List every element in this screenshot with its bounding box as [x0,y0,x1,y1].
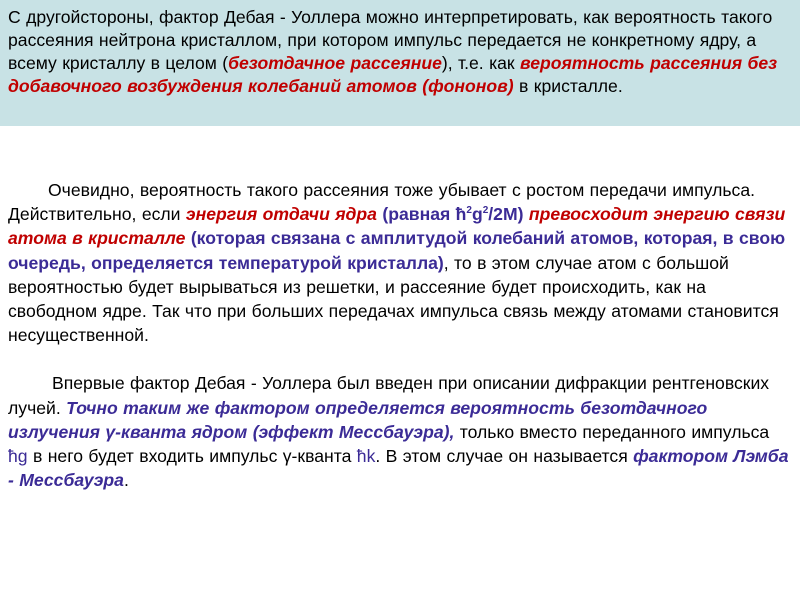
text-span: Впервые фактор Дебая - Уоллера был введен при описании дифракции рентгеновских лучей. [8,373,770,418]
formula-part: /2M) [488,204,524,225]
paragraph-mossbauer [8,371,792,492]
note-amplitude: (которая связана с амплитудой колебаний атомов, которая, в свою очередь, определяется температурой кристалла) [8,228,786,273]
formula-part: (равная ħ [376,204,467,225]
main-text [8,178,792,492]
symbol-hk: ħk [356,446,376,467]
text-span: в кристалле. [513,76,623,96]
term-scattering-probability: вероятность рассеяния без добавочного возбуждения колебаний атомов (фононов) [8,53,778,96]
text-span: . [123,470,129,491]
text-span: только вместо переданного импульса [454,421,770,442]
text-span: Очевидно, вероятность такого рассеяния тоже убывает с ростом передачи импульса. Действительно, если [8,180,755,225]
recoil-formula [377,204,523,224]
term-binding-energy: превосходит энергию связи атома в кристалле [8,204,786,249]
formula-part: g [471,204,483,225]
term-lamb-mossbauer-factor: фактором Лэмба - Мессбауэра [8,446,789,491]
highlighted-paragraph [0,0,800,126]
symbol-hg: ħg [8,446,28,467]
text-span: . В этом случае он называется [375,446,634,467]
text-span: ), т.е. как [441,53,521,73]
formula-superscript: 2 [466,205,472,217]
text-span: в него будет входить импульс γ-кванта [27,446,357,467]
term-recoil-energy: энергия отдачи ядра [185,204,377,225]
text-span: , то в этом случае атом с большой вероятностью будет вырываться из решетки, и рассеяние будет происходить, как на свободном ядре. Так что при больших передачах импульса связь между атомами становится несущественной. [8,252,779,346]
term-recoilless-scattering: безотдачное рассеяние [228,53,442,73]
paragraph-recoil [8,178,792,347]
term-mossbauer-effect: Точно таким же фактором определяется вероятность безотдачного излучения γ-кванта ядром (эффект Мессбауэра), [8,397,708,442]
formula-superscript: 2 [482,205,489,217]
text-span: С другойстороны, фактор Дебая - Уоллера можно интерпретировать, как вероятность такого рассеяния нейтрона кристаллом, при котором импульс передается не конкретному ядру, а всему кристаллу в целом ( [8,7,773,73]
